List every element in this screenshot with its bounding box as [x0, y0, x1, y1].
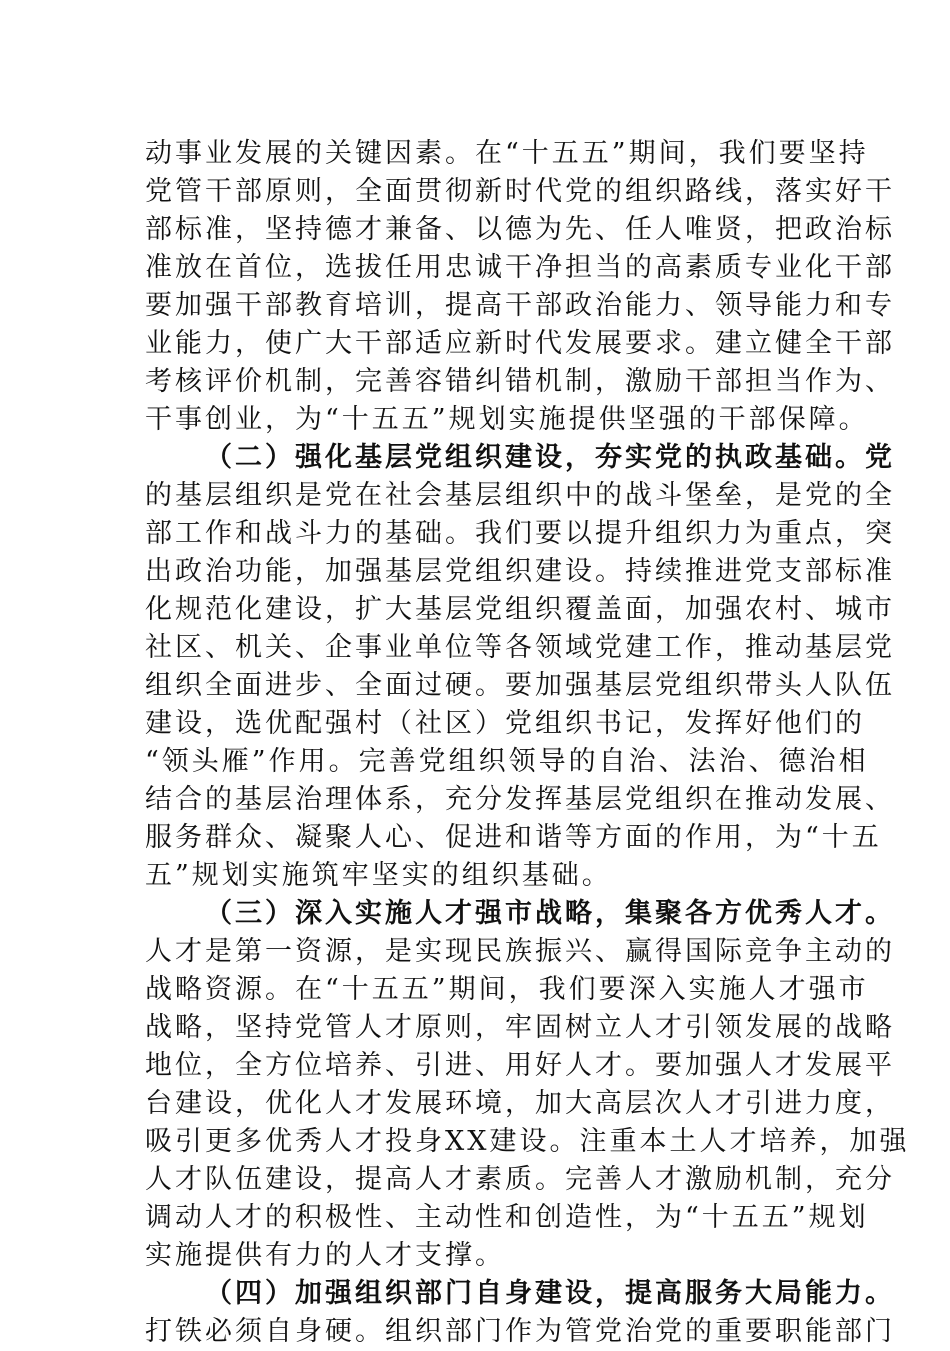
text-line: 动事业发展的关键因素。在“十五五”期间，我们要坚持 — [145, 138, 869, 169]
text-line: 组织全面进步、全面过硬。要加强基层党组织带头人队伍 — [145, 670, 895, 701]
text-line: 调动人才的积极性、主动性和创造性，为“十五五”规划 — [145, 1202, 869, 1233]
text-line: 考核评价机制，完善容错纠错机制，激励干部担当作为、 — [145, 366, 895, 397]
text-line: 结合的基层治理体系，充分发挥基层党组织在推动发展、 — [145, 784, 895, 815]
text-line: 业能力，使广大干部适应新时代发展要求。建立健全干部 — [145, 328, 895, 359]
text-line: “领头雁”作用。完善党组织领导的自治、法治、德治相 — [145, 746, 869, 777]
text-line: 出政治功能，加强基层党组织建设。持续推进党支部标准 — [145, 556, 895, 587]
text-line: 党管干部原则，全面贯彻新时代党的组织路线，落实好干 — [145, 176, 895, 207]
text-line: 的基层组织是党在社会基层组织中的战斗堡垒，是党的全 — [145, 480, 895, 511]
text-line: 部标准，坚持德才兼备、以德为先、任人唯贤，把政治标 — [145, 214, 895, 245]
text-line: 实施提供有力的人才支撑。 — [145, 1240, 505, 1271]
document-body — [145, 135, 910, 1351]
text-line: 社区、机关、企事业单位等各领域党建工作，推动基层党 — [145, 632, 895, 663]
text-line: 台建设，优化人才发展环境，加大高层次人才引进力度， — [145, 1088, 895, 1119]
section-heading-3: （三）深入实施人才强市战略，集聚各方优秀人才。 — [205, 898, 895, 929]
text-line: 化规范化建设，扩大基层党组织覆盖面，加强农村、城市 — [145, 594, 895, 625]
section-heading-4: （四）加强组织部门自身建设，提高服务大局能力。 — [205, 1278, 895, 1309]
text-line: 五”规划实施筑牢坚实的组织基础。 — [145, 860, 612, 891]
text-line: 服务群众、凝聚人心、促进和谐等方面的作用，为“十五 — [145, 822, 882, 853]
text-line: 打铁必须自身硬。组织部门作为管党治党的重要职能部门 — [145, 1316, 895, 1347]
text-line: 战略资源。在“十五五”期间，我们要深入实施人才强市 — [145, 974, 869, 1005]
text-line: 部工作和战斗力的基础。我们要以提升组织力为重点，突 — [145, 518, 895, 549]
section-heading-2: （二）强化基层党组织建设，夯实党的执政基础。党 — [205, 442, 895, 473]
text-line: 干事创业，为“十五五”规划实施提供坚强的干部保障。 — [145, 404, 869, 435]
text-line: 准放在首位，选拔任用忠诚干净担当的高素质专业化干部 — [145, 252, 895, 283]
text-line: 要加强干部教育培训，提高干部政治能力、领导能力和专 — [145, 290, 895, 321]
text-line: 人才是第一资源，是实现民族振兴、赢得国际竞争主动的 — [145, 936, 895, 967]
text-line: 战略，坚持党管人才原则，牢固树立人才引领发展的战略 — [145, 1012, 895, 1043]
text-line: 建设，选优配强村（社区）党组织书记，发挥好他们的 — [145, 708, 865, 739]
text-line: 吸引更多优秀人才投身XX建设。注重本土人才培养，加强 — [145, 1126, 910, 1157]
text-line: 人才队伍建设，提高人才素质。完善人才激励机制，充分 — [145, 1164, 895, 1195]
text-line: 地位，全方位培养、引进、用好人才。要加强人才发展平 — [145, 1050, 895, 1081]
